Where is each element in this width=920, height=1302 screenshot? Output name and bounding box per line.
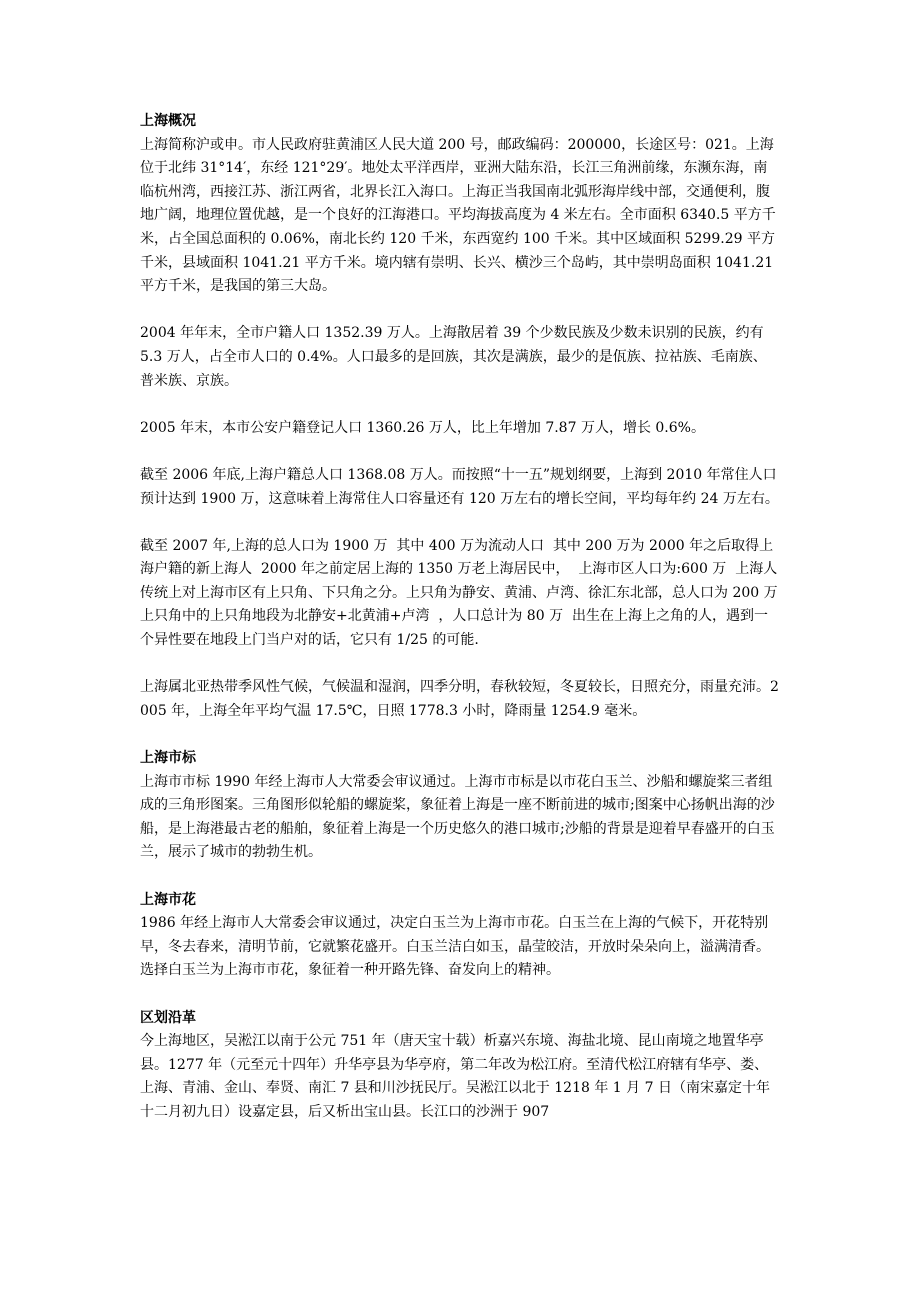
document-page	[140, 110, 787, 1125]
paragraph: 上海市市标 1990 年经上海市人大常委会审议通过。上海市市标是以市花白玉兰、沙船和螺旋桨三者组成的三角形图案。三角图形似轮船的螺旋桨，象征着上海是一座不断前进的城市;图案中心扬帆出海的沙船，是上海港最古老的船舶，象征着上海是一个历史悠久的港口城市;沙船的背景是迎着早春盛开的白玉兰，展示了城市的勃勃生机。	[140, 773, 775, 861]
paragraph: 截至 2006 年底,上海户籍总人口 1368.08 万人。而按照“十一五”规划纲要，上海到 2010 年常住人口预计达到 1900 万，这意味着上海常住人口容量还有 120 万左右的增长空间，平均每年约 24 万左右。	[140, 466, 779, 507]
section-city-flower	[140, 889, 780, 983]
paragraph: 截至 2007 年,上海的总人口为 1900 万 其中 400 万为流动人口 其中 200 万为 2000 年之后取得上海户籍的新上海人 2000 年之前定居上海的 1350 万老上海居民中， 上海市区人口为:600 万 上海人传统上对上海市区有上只角、下只角之分。上只角为静安、黄浦、卢湾、徐汇东北部，总人口为 200 万 上只角中的上只角地段为北静安+北黄浦+卢湾 ，人口总计为 80 万 出生在上海上之角的人，遇到一个异性要在地段上门当户对的话，它只有 1/25 的可能.	[140, 537, 787, 649]
section-heading: 上海市标	[140, 750, 196, 767]
section-administrative-history	[140, 1007, 780, 1125]
paragraph: 1986 年经上海市人大常委会审议通过，决定白玉兰为上海市市花。白玉兰在上海的气候下，开花特别早，冬去春来，清明节前，它就繁花盛开。白玉兰洁白如玉，晶莹皎洁，开放时朵朵向上，溢满清香。选择白玉兰为上海市市花，象征着一种开路先锋、奋发向上的精神。	[140, 915, 770, 979]
section-overview	[140, 110, 787, 723]
paragraph: 上海属北亚热带季风性气候，气候温和湿润，四季分明，春秋较短，冬夏较长，日照充分，雨量充沛。2005 年，上海全年平均气温 17.5℃，日照 1778.3 小时，降雨量 1254.9 毫米。	[140, 679, 779, 719]
section-heading: 上海市花	[140, 891, 196, 908]
paragraph: 今上海地区，吴淞江以南于公元 751 年（唐天宝十载）析嘉兴东境、海盐北境、昆山南境之地置华亭县。1277 年（元至元十四年）升华亭县为华亭府，第二年改为松江府。至清代松江府辖有华亭、娄、上海、青浦、金山、奉贤、南汇 7 县和川沙抚民厅。吴淞江以北于 1218 年 1 月 7 日（南宋嘉定十年十二月初九日）设嘉定县，后又析出宝山县。长江口的沙洲于 907	[140, 1033, 770, 1120]
paragraph: 上海简称沪或申。市人民政府驻黄浦区人民大道 200 号，邮政编码：200000，长途区号：021。上海位于北纬 31°14′，东经 121°29′。地处太平洋西岸，亚洲大陆东沿，长江三角洲前缘，东濒东海，南临杭州湾，西接江苏、浙江两省，北界长江入海口。上海正当我国南北弧形海岸线中部，交通便利，腹地广阔，地理位置优越，是一个良好的江海港口。平均海拔高度为 4 米左右。全市面积 6340.5 平方千米，占全国总面积的 0.06%，南北长约 120 千米，东西宽约 100 千米。其中区域面积 5299.29 平方千米，县域面积 1041.21 平方千米。境内辖有崇明、长兴、横沙三个岛屿，其中崇明岛面积 1041.21 平方千米，是我国的第三大岛。	[140, 136, 778, 295]
paragraph: 2004 年年末，全市户籍人口 1352.39 万人。上海散居着 39 个少数民族及少数未识别的民族，约有 5.3 万人，占全市人口的 0.4%。人口最多的是回族，其次是满族，最少的是佤族、拉祜族、毛南族、普米族、京族。	[140, 325, 769, 389]
section-heading: 区划沿革	[140, 1009, 196, 1026]
section-city-emblem	[140, 747, 780, 865]
section-heading: 上海概况	[140, 113, 196, 129]
paragraph: 2005 年末，本市公安户籍登记人口 1360.26 万人，比上年增加 7.87 万人，增长 0.6%。	[140, 419, 705, 436]
